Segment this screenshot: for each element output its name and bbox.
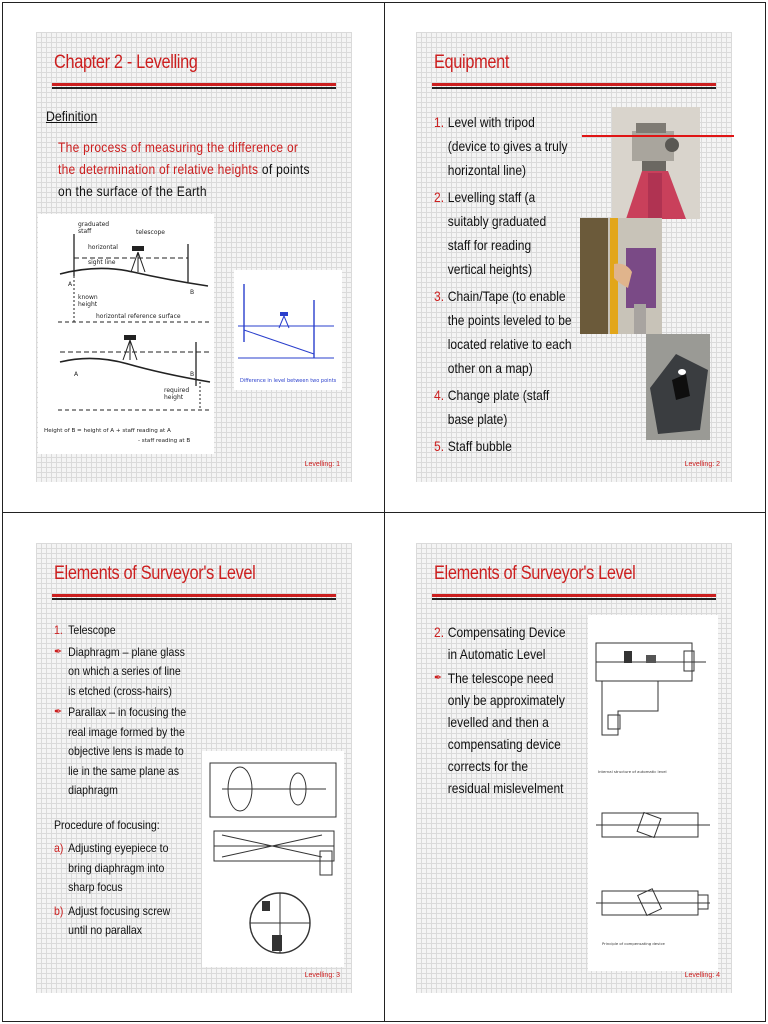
equipment-list [434,110,572,458]
list-item: 3. Chain/Tape (to enable the points leveled to be located relative to each other on a map) [434,288,572,376]
slide-title: Equipment [434,52,510,73]
list-item: 4. Change plate (staff base plate) [434,387,550,427]
pen-icon: ✒ [54,706,63,718]
levelling-sketch-svg [38,214,214,454]
sight-line-red [582,135,734,137]
list-item: ✒ Diaphragm – plane glass on which a series of line is etched (cross-hairs) [54,644,185,698]
procedure-heading: Procedure of focusing: [54,818,160,832]
label-known: known [78,294,98,301]
list-item: ✒ Parallax – in focusing the real image formed by the objective lens is made to lie in the same plane as diaphragm [54,705,187,797]
pen-icon: ✒ [54,645,63,658]
formula-line-2: - staff reading at B [138,438,191,444]
pen-icon: ✒ [434,672,442,684]
label-b-bottom: B [190,371,195,378]
label-required-height: height [164,394,184,401]
change-plate-photo [646,334,710,440]
slide-title: Elements of Surveyor's Level [434,563,636,584]
slide-4 [416,543,732,993]
definition-text [58,136,316,202]
label-a-bottom: A [74,371,79,378]
label-reference-surface: horizontal reference surface [96,313,181,320]
telescope-diagram [202,751,344,967]
list-item: 1. Telescope [54,623,116,637]
label-telescope: telescope [136,229,165,236]
slide-title: Elements of Surveyor's Level [54,563,256,584]
horizontal-divider [2,512,766,513]
slide-title: Chapter 2 - Levelling [54,52,198,73]
levelling-sketch [38,214,214,454]
list-item: 5. Staff bubble [434,438,512,454]
list-item: 1. Level with tripod (device to gives a truly horizontal line) [434,114,568,178]
label-graduated: graduated [78,221,110,228]
title-rule [52,83,336,89]
formula-line-1: Height of B = height of A + staff reading at A [44,428,171,434]
label-required: required [164,387,190,394]
list-item: 2. Compensating Device in Automatic Level [434,624,566,662]
title-rule [432,594,716,600]
list-item: 2. Levelling staff (a suitably graduated staff for reading vertical heights) [434,189,547,277]
title-rule [432,83,716,89]
automatic-level-diagram [588,615,718,971]
telescope-diagram-svg [202,751,344,967]
diagram-caption-1: Internal structure of automatic level [598,769,667,774]
slide-footer: Levelling: 2 [684,461,720,468]
compensator-list [434,621,568,799]
label-horizontal: horizontal [88,244,118,251]
slide-footer: Levelling: 1 [304,461,340,468]
label-b-top: B [190,289,195,296]
label-staff: staff [78,228,92,235]
level-tripod-photo [612,107,700,219]
difference-in-level-diagram [234,270,342,390]
automatic-level-svg [588,615,718,971]
label-known-height: height [78,301,98,308]
diagram-caption-2: Principle of compensating device [602,941,665,946]
slide-2 [416,32,732,482]
list-item: ✒ The telescope need only be approximately levelled and then a compensating device corrects for the residual mislevelment [434,667,568,799]
label-sight-line: sight line [88,259,116,266]
title-rule [52,594,336,600]
label-a-top: A [68,281,73,288]
slide-footer: Levelling: 3 [304,972,340,979]
staff-photo-svg [580,218,662,334]
blue-diagram-svg [234,270,342,390]
plate-photo-svg [646,334,710,440]
level-photo-svg [612,107,700,219]
slide-footer: Levelling: 4 [684,972,720,979]
slide-3 [36,543,352,993]
definition-label: Definition [46,108,98,124]
focusing-steps-list [54,839,191,941]
levelling-staff-photo [580,218,662,334]
list-item: b) Adjust focusing screw until no parallax [54,903,171,937]
list-item: a) Adjusting eyepiece to bring diaphragm into sharp focus [54,841,169,894]
blue-diagram-caption: Difference in level between two points [240,378,337,384]
definition-highlight: The process of measuring the difference or the determination of relative heights [58,139,299,177]
definition-rest: of points on the surface of the Earth [58,161,310,199]
telescope-list [54,621,191,801]
slide-1 [36,32,352,482]
